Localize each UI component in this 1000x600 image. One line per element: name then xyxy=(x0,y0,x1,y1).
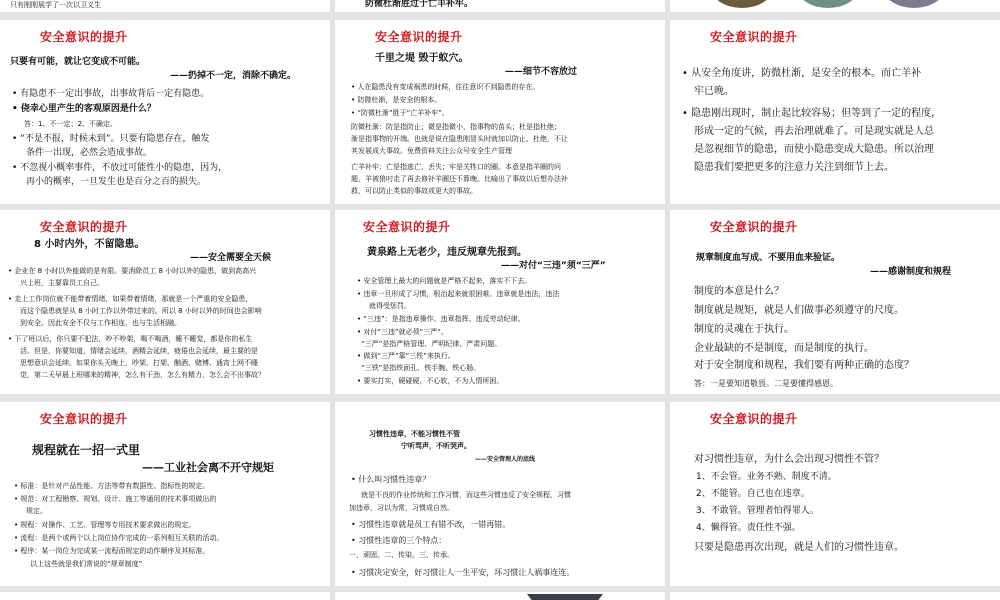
question-text: 对习惯性违章，为什么会出现习惯性不管？ xyxy=(694,454,884,465)
slide-title: 安全意识的提升 xyxy=(363,220,451,234)
list-item: • 习惯性违章就是员工有错不改，一错再错。 xyxy=(351,520,511,529)
list-item-cont: 隐患我们要把更多的注意力关注到细节上去。 xyxy=(694,162,894,173)
list-item-cont: 是忽视细节的隐患，而使小隐患变成大隐患。所以治理 xyxy=(694,144,934,155)
bottom-slide-left[interactable] xyxy=(0,592,330,600)
slide-3[interactable] xyxy=(670,20,1000,204)
slide-1[interactable] xyxy=(0,20,330,204)
slide-heading: 规章制度血写成、不要用血来验证。 xyxy=(696,253,841,263)
list-item-cont: 条件一出现，必然会造成事故。 xyxy=(26,148,153,158)
slide-2[interactable] xyxy=(335,20,665,204)
slide-8[interactable] xyxy=(335,402,665,586)
body-text: 制度的本意是什么？ xyxy=(694,286,784,297)
slide-6[interactable] xyxy=(670,210,1000,394)
list-item: • “不是不报，时候未到”。只要有隐患存在，触发 xyxy=(12,134,210,144)
circle-decoration-icon xyxy=(712,0,772,8)
list-item-cont: 形成一定的气候，再去治理就难了。可是现实就是人总 xyxy=(694,126,934,137)
list-item: • 人在隐患没有变成祸患的时候，往往意识不到隐患的存在。 xyxy=(351,83,540,91)
body-text: 制度就是规矩，就是人们做事必须遵守的尺度。 xyxy=(694,305,904,316)
slide-heading: 只要有可能，就让它变成不可能。 xyxy=(10,57,146,67)
list-item: • 侥幸心里产生的客观原因是什么？ xyxy=(12,104,156,114)
slide-subheading: ——细节不容放过 xyxy=(505,67,578,77)
list-item-cont: 觉，第二天早晨上班哪来的精神，怎么有干劲，怎么有精力，怎么会不出事故？ xyxy=(20,371,265,379)
body-text: 对于安全制度和规程，我们要有两种正确的态度？ xyxy=(694,360,914,371)
body-text: 渐是指事物的开端。也就是说在隐患刚冒头时就加以防止、杜绝，不让 xyxy=(351,135,568,143)
list-item: • 规程：对操作、工艺、管理等专用技术要求做出的规定。 xyxy=(14,521,196,529)
body-text: 题，羊被狼叼走了再去修补羊圈还不算晚。比喻出了事故以后想办法补 xyxy=(351,175,568,183)
slide-subheading: ——工业社会离不开守规矩 xyxy=(142,461,274,474)
slide-heading: 规程就在一招一式里 xyxy=(32,443,141,457)
answer-text: 答：一是要知道敬畏。二是要懂得感恩。 xyxy=(694,379,838,388)
body-text: 救，可以防止类似的事故或更大的事故。 xyxy=(351,187,477,195)
slide-4[interactable] xyxy=(0,210,330,394)
list-item: • 做到“三严”靠“三铁”来执行。 xyxy=(357,352,455,360)
slide-title: 安全意识的提升 xyxy=(710,412,798,426)
body-text: 只要是隐患再次出现，就是人们的习惯性违章。 xyxy=(694,542,904,553)
list-item: 4、懒得管。责任性不强。 xyxy=(696,523,801,533)
list-item-cont: 到安全。因此安全不仅与工作相连，也与生活相融。 xyxy=(20,319,181,327)
bottom-slide-right[interactable] xyxy=(670,592,1000,600)
slide-heading: 千里之堤 毁于蚁穴。 xyxy=(375,53,469,64)
slide-title: 安全意识的提升 xyxy=(710,220,798,234)
decorative-banner-icon xyxy=(527,594,603,600)
answer-text: 答：1、不一定；2、不确定。 xyxy=(24,120,117,128)
slide-5[interactable] xyxy=(335,210,665,394)
slide-subheading: 宁听骂声，不听哭声。 xyxy=(401,442,471,450)
list-item: • 标准：是针对产品性能、方法等带有数据性、指标性的规定。 xyxy=(14,482,210,490)
slide-subheading: ——感谢制度和规程 xyxy=(870,267,952,277)
body-text: 加违章，习以为常，习惯成自然。 xyxy=(349,504,454,512)
circle-decoration-icon xyxy=(884,0,944,8)
circle-decoration-icon xyxy=(798,0,858,8)
slide-subheading: ——扔掉不一定，消除不确定。 xyxy=(170,71,297,81)
body-text: 防微杜渐：防是指防止；微是指微小，指事物的苗头；杜是指杜绝； xyxy=(351,123,561,131)
top-slide-left[interactable] xyxy=(0,0,330,12)
list-item-cont: 兴上班，主要靠员工自己。 xyxy=(20,279,104,287)
list-item: • 不忽视小概率事件，不放过可能性小的隐患，因为， xyxy=(12,163,228,173)
list-item-cont: 牢已晚。 xyxy=(694,86,734,97)
list-item: • 防微杜渐，是安全的根本。 xyxy=(351,96,442,104)
body-text: “三严”是指严格管理、严明纪律、严肃问题。 xyxy=(361,340,502,348)
list-item: • 习惯决定安全，好习惯让人一生平安，坏习惯让人祸事连连。 xyxy=(351,568,575,577)
list-item: • 什么叫习惯性违章？ xyxy=(351,475,431,484)
slide-title: 安全意识的提升 xyxy=(710,30,798,44)
slide-9[interactable] xyxy=(670,402,1000,586)
top-slide-right[interactable] xyxy=(670,0,1000,12)
slide-heading: 黄泉路上无老少，违反规章先报到。 xyxy=(367,247,527,258)
list-item: 3、不敢管。管理者怕得罪人。 xyxy=(696,506,819,516)
body-text: 企业最缺的不是制度，而是制度的执行。 xyxy=(694,343,874,354)
list-item: • 流程：是两个或两个以上岗位协作完成的一系列相互关联的活动。 xyxy=(14,534,224,542)
list-item: • 有隐患不一定出事故，出事故背后一定有隐患。 xyxy=(12,89,210,99)
top-slide-mid[interactable] xyxy=(335,0,665,12)
list-item: • 安全管理上最大的问题就是严格不起来，落实不下去。 xyxy=(357,277,532,285)
slide-title: 安全意识的提升 xyxy=(40,220,128,234)
slide-heading: 习惯性违章，不能习惯性不管 xyxy=(369,430,460,438)
body-text: 一、顽固。二、传染。三、传承。 xyxy=(349,551,454,559)
list-item: • 习惯性违章的三个特点： xyxy=(351,536,447,545)
body-text: 亡羊补牢：亡是指逃亡，丢失；牢是关牲口的圈。本意是指羊圈的问 xyxy=(351,163,561,171)
list-item-cont: 就得受惩罚。 xyxy=(369,302,411,310)
list-item: 2、不能管。自己也在违章。 xyxy=(696,489,810,499)
list-item: • 对付“三违”就必须“三严”。 xyxy=(357,328,448,336)
list-item: • 企业在 8 小时以外能做的是有限。要消除员工 8 小时以外的隐患，做到高高兴 xyxy=(8,267,257,275)
body-text: 以上这些就是我们常说的“规章制度” xyxy=(30,560,143,568)
slide-title: 安全意识的提升 xyxy=(40,30,128,44)
body-text: 其发展成大事故。免费资料关注公众号安全生产管理 xyxy=(351,147,512,155)
body-text: 制度的灵魂在于执行。 xyxy=(694,324,794,335)
slide-heading: 8 小时内外，不留隐患。 xyxy=(34,239,145,250)
body-text: 就是不良的作业传统和工作习惯，而这些习惯违反了安全规程，习惯 xyxy=(361,491,571,499)
list-item-cont: 再小的概率，一旦发生也是百分之百的损失。 xyxy=(26,177,207,187)
list-item: • 从安全角度讲，防微杜渐，是安全的根本。而亡羊补 xyxy=(682,68,922,79)
list-item: • 走上工作岗位就不能带着情绪，如果带着情绪，那就是一个严重的安全隐患， xyxy=(8,295,253,303)
top-left-text: 只有刚刚展学了一次以卫义生 xyxy=(10,1,101,9)
slide-7[interactable] xyxy=(0,402,330,586)
list-item-cont: 规定。 xyxy=(26,507,47,515)
list-item: • 隐患刚出现时，制止起比较容易；但等到了一定的程度， xyxy=(682,108,942,119)
bottom-slide-mid[interactable] xyxy=(335,592,665,600)
list-item: • 违章一旦形成了习惯，根治起来就很困难。违章就是违法，违法 xyxy=(357,290,560,298)
slide-title: 安全意识的提升 xyxy=(375,30,463,44)
list-item: • 程序：某一岗位为完成某一流程而规定的动作顺序及其标准。 xyxy=(14,547,210,555)
top-mid-text: 防微杜渐胜过于亡羊补牢。 xyxy=(365,0,474,9)
list-item: • “三违”：是指违章操作、违章指挥、违反劳动纪律。 xyxy=(357,315,525,323)
list-item: 1、不会管。业务不熟、制度不清。 xyxy=(696,472,837,482)
list-item: • 要实打实，硬碰硬，不心软，不为人情所困。 xyxy=(357,377,504,385)
list-item: • 下了班以后，你只要不犯法，吵不吵架，喝不喝酒，睡不睡觉，都是你的私生 xyxy=(8,335,253,343)
list-item: • “防微杜渐”胜于“亡羊补牢”。 xyxy=(351,109,449,117)
body-text: “三铁”是指铁面孔、铁手腕、铁心肠。 xyxy=(361,364,481,372)
list-item-cont: 而这个隐患就是从 8 小时工作以外带过来的。所以 8 小时以外的时间也会影响 xyxy=(20,307,262,315)
slide-subheading: ——对付“三违”须“三严” xyxy=(501,261,606,271)
list-item: • 规范：对工程勘察、规划、设计、施工等通用的技术事项做出的 xyxy=(14,495,217,503)
slide-title: 安全意识的提升 xyxy=(40,412,128,426)
list-item-cont: 思想意识会延续。如果你头天晚上，吵架、打架、酗酒、赌博、通宵上网不睡 xyxy=(20,359,258,367)
list-item-cont: 活。但是，你要知道，情绪会延续，酒精会延续，疲倦也会延续，最主要的是 xyxy=(20,347,258,355)
slide-subheading: ——安全管理人的底线 xyxy=(475,456,536,463)
slide-subheading: ——安全需要全天候 xyxy=(190,253,272,263)
